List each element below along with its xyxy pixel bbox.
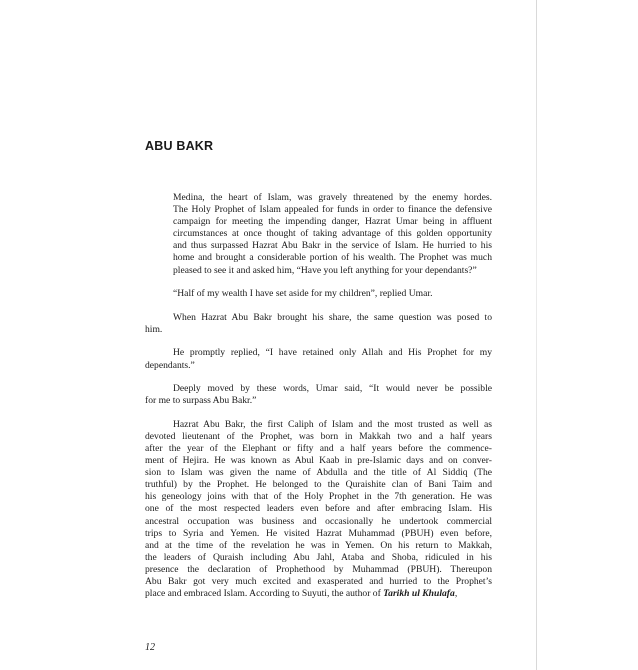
text-line: ment of Hejira. He was known as Abul Kaab in pre-Islamic days and on conver- [145, 455, 492, 467]
chapter-heading: ABU BAKR [145, 139, 214, 153]
text-line: truthful) by the Prophet. He belonged to the Quraishite clan of Bani Taim and [145, 479, 492, 491]
text-fragment: , [454, 588, 458, 600]
text-fragment: place and embraced Islam. According to Suyuti, the author of [145, 588, 384, 600]
paragraph-2 [145, 288, 492, 300]
text-line: trips to Syria and Yemen. He visited Hazrat Muhammad (PBUH) even before, [145, 527, 492, 539]
paragraph-1 [145, 192, 492, 277]
text-line: Medina, the heart of Islam, was gravely threatened by the enemy hordes. [173, 192, 492, 203]
page-number: 12 [145, 642, 155, 653]
paragraph-6 [145, 419, 492, 600]
text-line: pleased to see it and asked him, “Have you left anything for your dependants?” [173, 264, 477, 276]
body-text [145, 192, 492, 612]
text-line: after the year of the Elephant or fifty and a half years before the commence- [145, 443, 492, 454]
text-line: Abu Bakr got very much excited and exasperated and hurried to the Prophet’s [145, 576, 492, 588]
text-line: presence the declaration of Prophethood by Muhammad (PBUH). Thereupon [145, 563, 492, 575]
paragraph-3 [145, 312, 492, 336]
book-title: Tarikh ul Khulafa [383, 588, 455, 600]
text-line: “Half of my wealth I have set aside for my children”, replied Umar. [173, 288, 433, 300]
text-line: Deeply moved by these words, Umar said, “It would never be possible [173, 383, 492, 395]
page-edge [536, 0, 537, 670]
paragraph-5 [145, 383, 492, 407]
text-line: dependants.” [145, 359, 195, 371]
text-line: his geneology joins with that of the Holy Prophet in the 7th generation. He was [145, 491, 492, 503]
text-line: him. [145, 323, 163, 335]
text-line: Hazrat Abu Bakr, the first Caliph of Islam and the most trusted as well as [173, 418, 492, 430]
text-line: home and brought a considerable portion of his wealth. The Prophet was much [173, 252, 492, 264]
text-line: and at the time of the revelation he was in Yemen. On his return to Makkah, [145, 539, 492, 551]
text-line: The Holy Prophet of Islam appealed for funds in order to finance the defensive [173, 204, 492, 216]
text-line: ancestral occupation was business and occasionally he undertook commercial [145, 515, 492, 527]
text-line: the leaders of Quraish including Abu Jahl, Ataba and Shoba, ridiculed in his [145, 551, 492, 563]
text-line: sion to Islam was given the name of Abdulla and the title of Al Siddiq (The [145, 467, 492, 479]
text-line: one of the most respected leaders even before and after embracing Islam. His [145, 503, 492, 515]
paragraph-4 [145, 347, 492, 371]
text-line: and thus surpassed Hazrat Abu Bakr in the service of Islam. He hurried to his [173, 240, 492, 252]
text-line [117, 588, 492, 600]
text-line: He promptly replied, “I have retained only Allah and His Prophet for my [173, 347, 492, 359]
text-line: campaign for meeting the impending danger, Hazrat Umar being in affluent [173, 216, 492, 228]
text-line: circumstances at once thought of taking advantage of this golden opportunity [173, 228, 492, 240]
text-line: When Hazrat Abu Bakr brought his share, the same question was posed to [173, 311, 492, 323]
text-line: devoted lieutenant of the Prophet, was born in Makkah two and a half years [145, 430, 492, 442]
text-line: for me to surpass Abu Bakr.” [145, 395, 257, 407]
